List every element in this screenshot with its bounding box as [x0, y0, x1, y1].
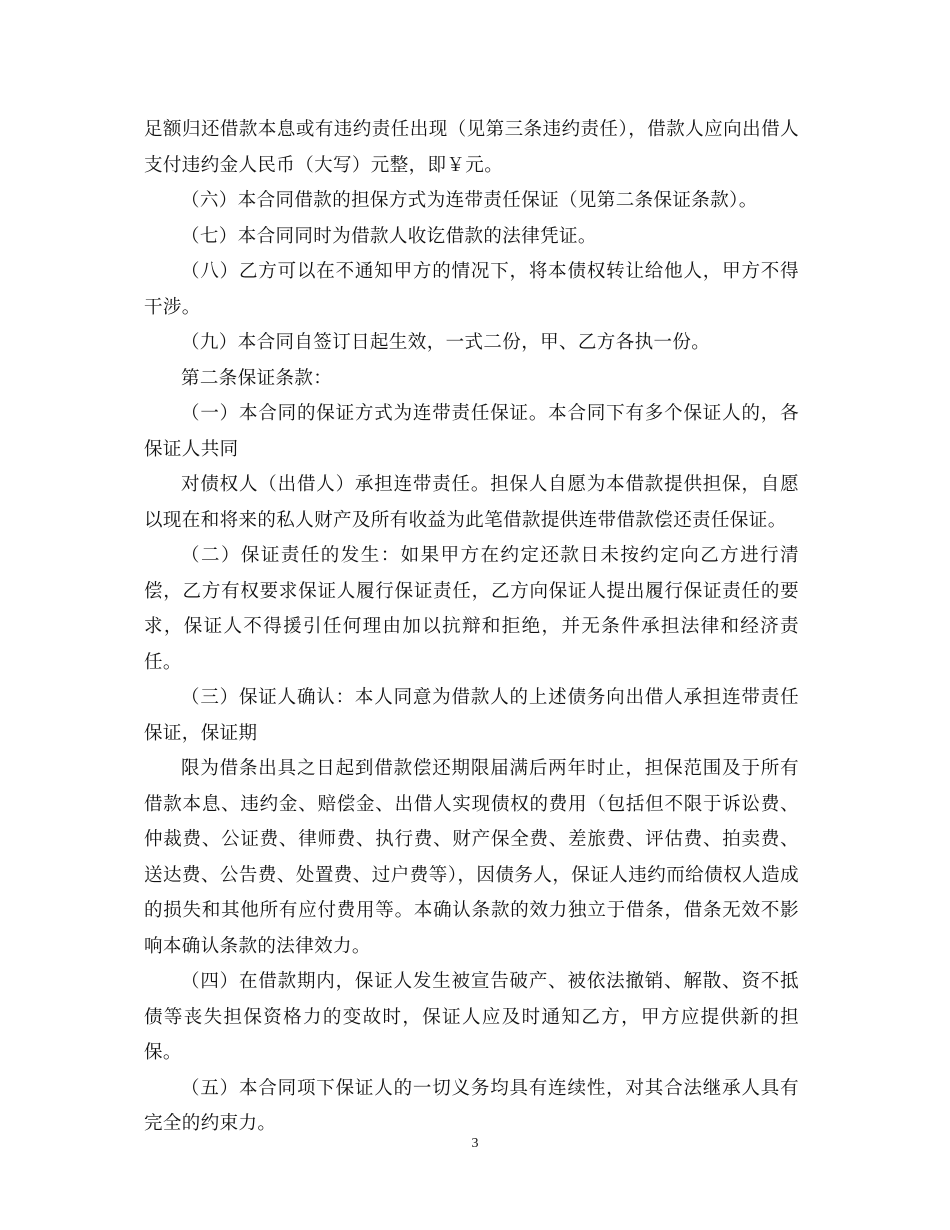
paragraph-effective-date: （九）本合同自签订日起生效，一式二份，甲、乙方各执一份。 — [181, 332, 711, 353]
paragraph-guarantee-item-5: （五）本合同项下保证人的一切义务均具有连续性，对其合法继承人具有完全的约束力。 — [144, 1077, 799, 1134]
paragraph-guarantee-item-4: （四）在借款期内，保证人发生被宣告破产、被依法撤销、解散、资不抵债等丧失担保资格力的变故时，保证人应及时通知乙方，甲方应提供新的担保。 — [144, 971, 799, 1063]
page-number: 3 — [471, 1136, 479, 1151]
paragraph-guarantee-item-1-cont: 对债权人（出借人）承担连带责任。担保人自愿为本借款提供担保，自愿以现在和将来的私人财产及所有收益为此笔借款提供连带借款偿还责任保证。 — [144, 474, 799, 531]
paragraph-penalty-clause: 足额归还借款本息或有违约责任出现（见第三条违约责任），借款人应向出借人支付违约金人民币（大写）元整，即￥元。 — [144, 119, 799, 176]
paragraph-guarantee-item-3-cont: 限为借条出具之日起到借款偿还期限届满后两年时止，担保范围及于所有借款本息、违约金、赔偿金、出借人实现债权的费用（包括但不限于诉讼费、仲裁费、公证费、律师费、执行费、财产保全费、差旅费、评估费、拍卖费、送达费、公告费、处置费、过户费等），因债务人，保证人违约而给债权人造成的损失和其他所有应付费用等。本确认条款的效力独立于借条，借条无效不影响本确认条款的法律效力。 — [144, 758, 799, 957]
paragraph-guarantee-item-3: （三）保证人确认：本人同意为借款人的上述债务向出借人承担连带责任保证，保证期 — [144, 687, 799, 744]
paragraph-guarantee-method: （六）本合同借款的担保方式为连带责任保证（见第二条保证条款）。 — [181, 190, 758, 211]
paragraph-guarantee-item-1: （一）本合同的保证方式为连带责任保证。本合同下有多个保证人的，各保证人共同 — [144, 403, 799, 460]
section-heading-guarantee-terms: 第二条保证条款： — [181, 367, 333, 389]
document-body — [144, 112, 799, 1142]
paragraph-guarantee-item-2: （二）保证责任的发生：如果甲方在约定还款日未按约定向乙方进行清偿，乙方有权要求保证人履行保证责任，乙方向保证人提出履行保证责任的要求，保证人不得援引任何理由加以抗辩和拒绝，并无条件承担法律和经济责任。 — [144, 545, 799, 673]
paragraph-debt-transfer: （八）乙方可以在不通知甲方的情况下，将本债权转让给他人，甲方不得干涉。 — [144, 261, 799, 318]
paragraph-receipt-proof: （七）本合同同时为借款人收讫借款的法律凭证。 — [181, 225, 597, 247]
